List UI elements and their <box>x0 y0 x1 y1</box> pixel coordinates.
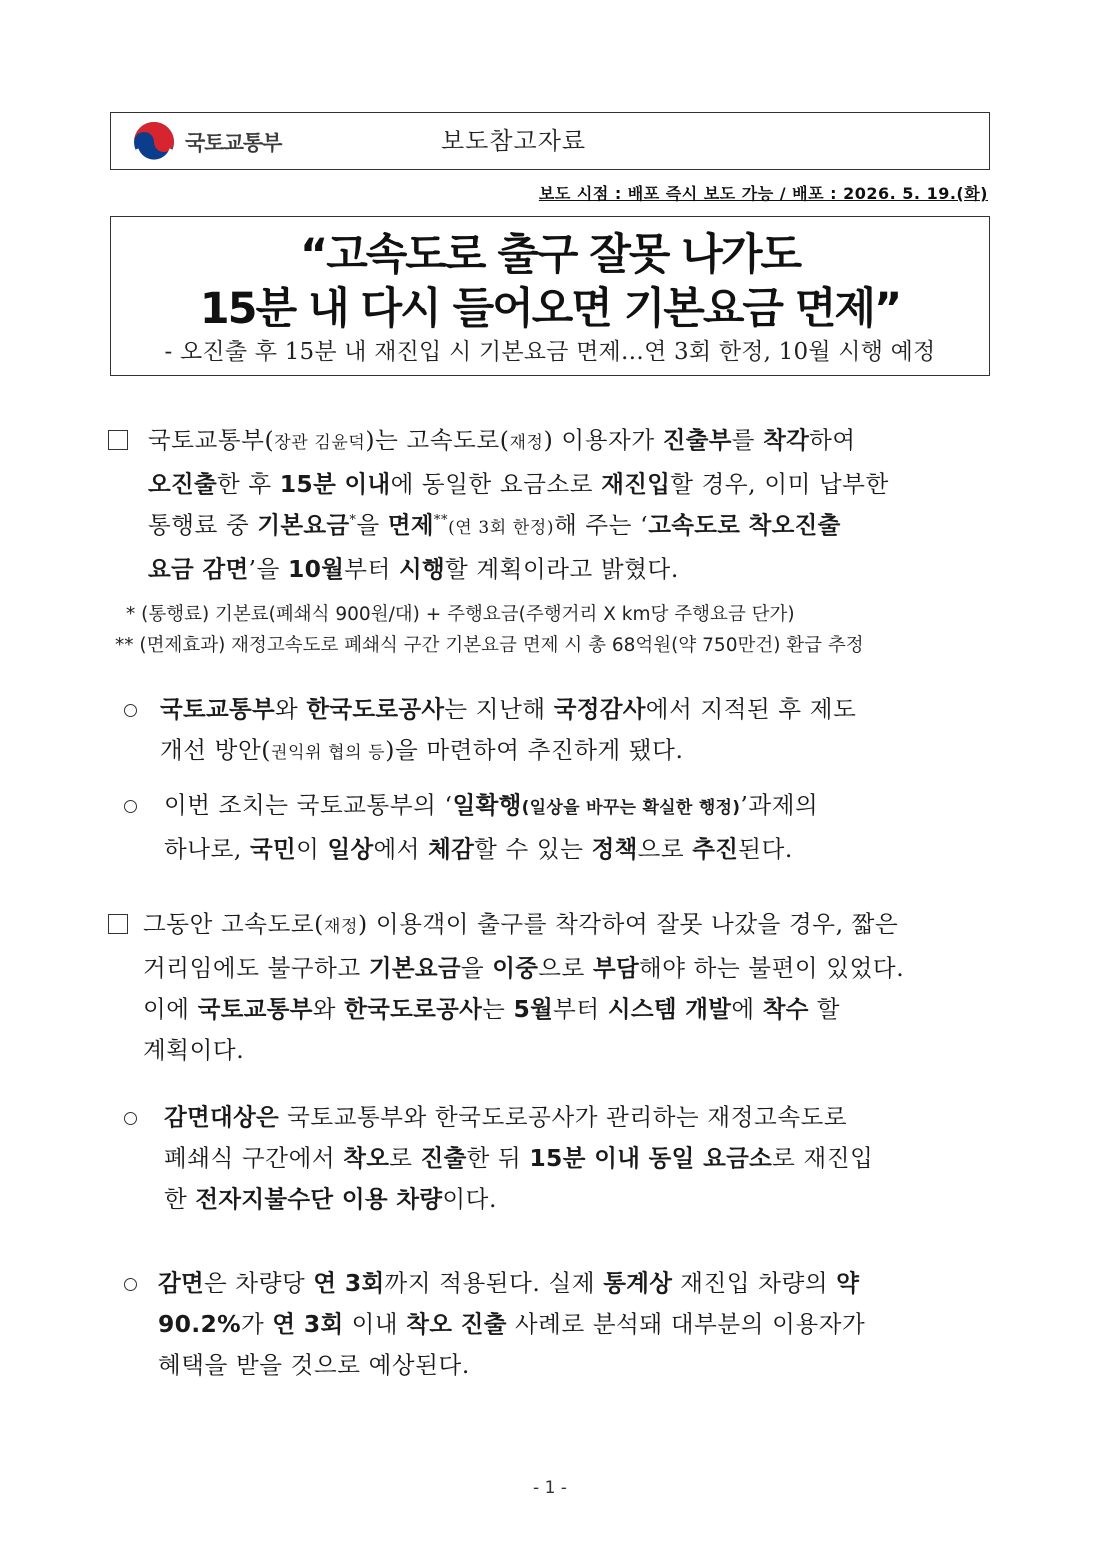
bullet-3 <box>164 1097 993 1220</box>
bullet-1-line-2: 개선 방안(권익위 협의 등)을 마련하여 추진하게 됐다. <box>160 736 684 764</box>
ministry-logo <box>131 121 281 163</box>
paragraph-1-line-3: 통행료 중 기본요금*을 면제**(연 3회 한정)해 주는 ‘고속도로 착오진출 <box>148 511 841 539</box>
headline-box <box>110 216 990 376</box>
taegeuk-logo-icon <box>131 119 177 165</box>
headline-subtitle: - 오진출 후 15분 내 재진입 시 기본요금 면제…연 3회 한정, 10월 시행 예정 <box>164 339 936 365</box>
bullet-circle-marker <box>124 704 137 717</box>
bullet-circle-marker <box>124 800 137 813</box>
bullet-4 <box>158 1263 993 1386</box>
release-info: 보도 시점 : 배포 즉시 보도 가능 / 배포 : 2026. 5. 19.(화) <box>538 184 988 203</box>
bullet-2 <box>164 785 993 870</box>
bullet-circle-marker <box>124 1278 137 1291</box>
paragraph-2-line-3: 이에 국토교통부와 한국도로공사는 5월부터 시스템 개발에 착수 할 <box>143 995 841 1023</box>
footnote-1: * (통행료) 기본료(폐쇄식 900원/대) + 주행요금(주행거리 X km당 주행요금 단가) <box>126 604 795 625</box>
document-type-title: 보도참고자료 <box>441 127 587 155</box>
bullet-4-line-2: 90.2%가 연 3회 이내 착오 진출 사례로 분석돼 대부분의 이용자가 <box>158 1310 866 1338</box>
paragraph-1-line-2: 오진출한 후 15분 이내에 동일한 요금소로 재진입할 경우, 이미 납부한 <box>148 470 889 498</box>
paragraph-2-line-4: 계획이다. <box>143 1036 245 1064</box>
paragraph-1-line-1: 국토교통부(장관 김윤덕)는 고속도로(재정) 이용자가 진출부를 착각하여 <box>148 426 856 454</box>
paragraph-1-line-4: 요금 감면’을 10월부터 시행할 계획이라고 밝혔다. <box>148 555 679 583</box>
bullet-4-line-1: 감면은 차량당 연 3회까지 적용된다. 실제 통계상 재진입 차량의 약 <box>158 1269 860 1297</box>
section-square-marker <box>108 430 128 450</box>
bullet-3-line-3: 한 전자지불수단 이용 차량이다. <box>164 1185 498 1213</box>
paragraph-2 <box>143 904 993 1071</box>
bullet-1-line-1: 국토교통부와 한국도로공사는 지난해 국정감사에서 지적된 후 제도 <box>160 695 857 723</box>
paragraph-1 <box>148 420 993 590</box>
headline-line-1: “고속도로 출구 잘못 나가도 <box>299 230 801 280</box>
bullet-2-line-2: 하나로, 국민이 일상에서 체감할 수 있는 정책으로 추진된다. <box>164 835 793 863</box>
bullet-3-line-1: 감면대상은 국토교통부와 한국도로공사가 관리하는 재정고속도로 <box>164 1103 848 1131</box>
bullet-4-line-3: 혜택을 받을 것으로 예상된다. <box>158 1351 470 1379</box>
bullet-3-line-2: 폐쇄식 구간에서 착오로 진출한 뒤 15분 이내 동일 요금소로 재진입 <box>164 1144 874 1172</box>
header-box <box>110 112 990 170</box>
paragraph-2-line-1: 그동안 고속도로(재정) 이용객이 출구를 착각하여 잘못 나갔을 경우, 짧은 <box>143 910 899 938</box>
logo-text: 국토교통부 <box>185 131 282 155</box>
headline-line-2: 15분 내 다시 들어오면 기본요금 면제” <box>199 284 901 334</box>
page-number: - 1 - <box>533 1478 567 1498</box>
section-square-marker <box>108 914 128 934</box>
paragraph-2-line-2: 거리임에도 불구하고 기본요금을 이중으로 부담해야 하는 불편이 있었다. <box>143 954 905 982</box>
bullet-circle-marker <box>124 1112 137 1125</box>
footnote-2: ** (면제효과) 재정고속도로 폐쇄식 구간 기본요금 면제 시 총 68억원(약 750만건) 환급 추정 <box>115 635 864 656</box>
bullet-2-line-1: 이번 조치는 국토교통부의 ‘일확행(일상을 바꾸는 확실한 행정)’과제의 <box>164 791 819 819</box>
bullet-1 <box>160 689 993 774</box>
